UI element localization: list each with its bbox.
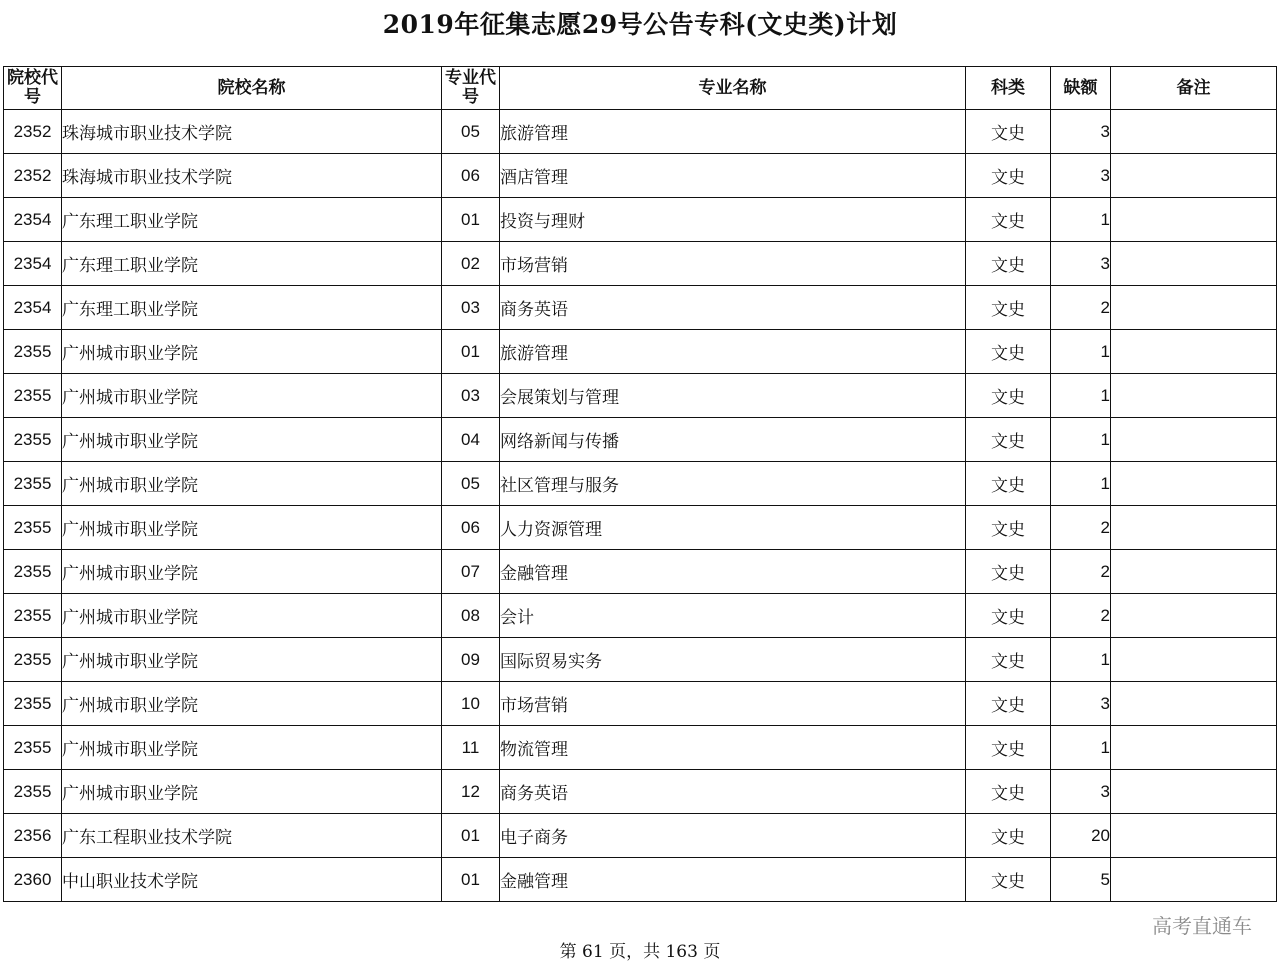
cell-category: 文史 [966, 154, 1051, 198]
table-row [4, 858, 1277, 902]
cell-major-name: 社区管理与服务 [500, 462, 966, 506]
cell-notes [1111, 726, 1277, 770]
cell-quota: 1 [1051, 462, 1111, 506]
cell-category: 文史 [966, 506, 1051, 550]
cell-major-code: 10 [442, 682, 500, 726]
cell-school-code: 2355 [4, 462, 62, 506]
cell-quota: 20 [1051, 814, 1111, 858]
cell-major-code: 09 [442, 638, 500, 682]
cell-major-name: 人力资源管理 [500, 506, 966, 550]
cell-school-code: 2354 [4, 198, 62, 242]
cell-school-code: 2355 [4, 682, 62, 726]
cell-school-code: 2354 [4, 242, 62, 286]
cell-category: 文史 [966, 110, 1051, 154]
cell-school-code: 2352 [4, 110, 62, 154]
table-row [4, 418, 1277, 462]
table-header-row [4, 67, 1277, 110]
cell-notes [1111, 594, 1277, 638]
cell-category: 文史 [966, 550, 1051, 594]
cell-quota: 2 [1051, 550, 1111, 594]
cell-major-code: 04 [442, 418, 500, 462]
cell-quota: 1 [1051, 330, 1111, 374]
cell-school-name: 广州城市职业学院 [62, 726, 442, 770]
cell-quota: 1 [1051, 198, 1111, 242]
table-row [4, 726, 1277, 770]
cell-major-name: 市场营销 [500, 242, 966, 286]
cell-major-name: 商务英语 [500, 286, 966, 330]
cell-school-name: 广州城市职业学院 [62, 770, 442, 814]
cell-notes [1111, 418, 1277, 462]
table-row [4, 682, 1277, 726]
cell-category: 文史 [966, 330, 1051, 374]
cell-school-name: 广东理工职业学院 [62, 286, 442, 330]
watermark: 高考直通车 [1152, 914, 1252, 938]
header-school-name: 院校名称 [62, 67, 442, 110]
cell-school-name: 广州城市职业学院 [62, 418, 442, 462]
cell-major-code: 06 [442, 506, 500, 550]
cell-quota: 1 [1051, 638, 1111, 682]
cell-notes [1111, 286, 1277, 330]
cell-category: 文史 [966, 858, 1051, 902]
cell-notes [1111, 682, 1277, 726]
page-footer: 第 61 页，共 163 页 [559, 942, 721, 962]
cell-category: 文史 [966, 462, 1051, 506]
cell-major-name: 市场营销 [500, 682, 966, 726]
cell-school-code: 2352 [4, 154, 62, 198]
cell-quota: 3 [1051, 682, 1111, 726]
cell-major-name: 酒店管理 [500, 154, 966, 198]
cell-category: 文史 [966, 374, 1051, 418]
table-row [4, 242, 1277, 286]
page-title: 2019年征集志愿29号公告专科(文史类)计划 [382, 10, 898, 39]
cell-quota: 1 [1051, 726, 1111, 770]
cell-category: 文史 [966, 726, 1051, 770]
cell-category: 文史 [966, 286, 1051, 330]
cell-major-name: 旅游管理 [500, 110, 966, 154]
cell-major-code: 03 [442, 374, 500, 418]
cell-school-code: 2355 [4, 638, 62, 682]
cell-quota: 2 [1051, 286, 1111, 330]
cell-school-code: 2355 [4, 374, 62, 418]
cell-category: 文史 [966, 418, 1051, 462]
header-major-code: 专业代号 [442, 67, 500, 110]
cell-school-code: 2356 [4, 814, 62, 858]
cell-notes [1111, 110, 1277, 154]
header-major-name: 专业名称 [500, 67, 966, 110]
cell-major-name: 金融管理 [500, 858, 966, 902]
cell-major-name: 国际贸易实务 [500, 638, 966, 682]
table-row [4, 814, 1277, 858]
cell-school-code: 2355 [4, 594, 62, 638]
cell-major-code: 02 [442, 242, 500, 286]
cell-quota: 2 [1051, 594, 1111, 638]
header-quota: 缺额 [1051, 67, 1111, 110]
cell-major-code: 05 [442, 462, 500, 506]
cell-school-name: 广州城市职业学院 [62, 462, 442, 506]
table-row [4, 286, 1277, 330]
table-row [4, 770, 1277, 814]
table-row [4, 110, 1277, 154]
cell-school-code: 2355 [4, 550, 62, 594]
cell-major-name: 会展策划与管理 [500, 374, 966, 418]
cell-notes [1111, 858, 1277, 902]
table-row [4, 154, 1277, 198]
cell-major-name: 金融管理 [500, 550, 966, 594]
cell-notes [1111, 462, 1277, 506]
cell-major-code: 05 [442, 110, 500, 154]
cell-quota: 3 [1051, 110, 1111, 154]
cell-major-code: 07 [442, 550, 500, 594]
cell-school-name: 广州城市职业学院 [62, 682, 442, 726]
cell-category: 文史 [966, 638, 1051, 682]
header-school-code: 院校代号 [4, 67, 62, 110]
cell-school-name: 珠海城市职业技术学院 [62, 154, 442, 198]
table-row [4, 638, 1277, 682]
cell-notes [1111, 506, 1277, 550]
table-row [4, 506, 1277, 550]
cell-major-code: 01 [442, 814, 500, 858]
header-category: 科类 [966, 67, 1051, 110]
cell-school-name: 广东工程职业技术学院 [62, 814, 442, 858]
cell-category: 文史 [966, 814, 1051, 858]
cell-school-name: 中山职业技术学院 [62, 858, 442, 902]
cell-school-name: 广州城市职业学院 [62, 594, 442, 638]
cell-major-name: 旅游管理 [500, 330, 966, 374]
cell-major-code: 12 [442, 770, 500, 814]
cell-school-name: 广州城市职业学院 [62, 638, 442, 682]
cell-major-code: 01 [442, 858, 500, 902]
cell-major-code: 08 [442, 594, 500, 638]
cell-notes [1111, 550, 1277, 594]
cell-notes [1111, 770, 1277, 814]
cell-major-code: 03 [442, 286, 500, 330]
cell-notes [1111, 330, 1277, 374]
table-body [4, 110, 1277, 902]
cell-major-code: 01 [442, 198, 500, 242]
table-row [4, 330, 1277, 374]
cell-category: 文史 [966, 198, 1051, 242]
cell-school-name: 珠海城市职业技术学院 [62, 110, 442, 154]
cell-school-name: 广东理工职业学院 [62, 242, 442, 286]
cell-quota: 3 [1051, 154, 1111, 198]
cell-major-code: 01 [442, 330, 500, 374]
cell-school-code: 2354 [4, 286, 62, 330]
cell-notes [1111, 242, 1277, 286]
cell-school-name: 广东理工职业学院 [62, 198, 442, 242]
cell-category: 文史 [966, 594, 1051, 638]
cell-school-code: 2355 [4, 726, 62, 770]
cell-major-name: 电子商务 [500, 814, 966, 858]
cell-major-code: 11 [442, 726, 500, 770]
cell-school-name: 广州城市职业学院 [62, 550, 442, 594]
cell-school-name: 广州城市职业学院 [62, 506, 442, 550]
table-row [4, 462, 1277, 506]
cell-category: 文史 [966, 770, 1051, 814]
header-notes: 备注 [1111, 67, 1277, 110]
cell-major-name: 物流管理 [500, 726, 966, 770]
cell-major-code: 06 [442, 154, 500, 198]
cell-notes [1111, 374, 1277, 418]
cell-quota: 5 [1051, 858, 1111, 902]
cell-quota: 3 [1051, 242, 1111, 286]
cell-category: 文史 [966, 242, 1051, 286]
cell-major-name: 网络新闻与传播 [500, 418, 966, 462]
cell-category: 文史 [966, 682, 1051, 726]
cell-school-code: 2355 [4, 418, 62, 462]
cell-school-code: 2355 [4, 770, 62, 814]
cell-notes [1111, 638, 1277, 682]
cell-major-name: 投资与理财 [500, 198, 966, 242]
cell-quota: 1 [1051, 374, 1111, 418]
cell-major-name: 商务英语 [500, 770, 966, 814]
cell-school-code: 2355 [4, 330, 62, 374]
plan-table [3, 66, 1277, 902]
cell-major-name: 会计 [500, 594, 966, 638]
cell-quota: 1 [1051, 418, 1111, 462]
table-row [4, 198, 1277, 242]
cell-school-code: 2355 [4, 506, 62, 550]
cell-notes [1111, 814, 1277, 858]
cell-school-name: 广州城市职业学院 [62, 374, 442, 418]
table-row [4, 550, 1277, 594]
cell-quota: 3 [1051, 770, 1111, 814]
cell-school-code: 2360 [4, 858, 62, 902]
table-row [4, 594, 1277, 638]
table-row [4, 374, 1277, 418]
cell-school-name: 广州城市职业学院 [62, 330, 442, 374]
cell-notes [1111, 198, 1277, 242]
cell-notes [1111, 154, 1277, 198]
cell-quota: 2 [1051, 506, 1111, 550]
